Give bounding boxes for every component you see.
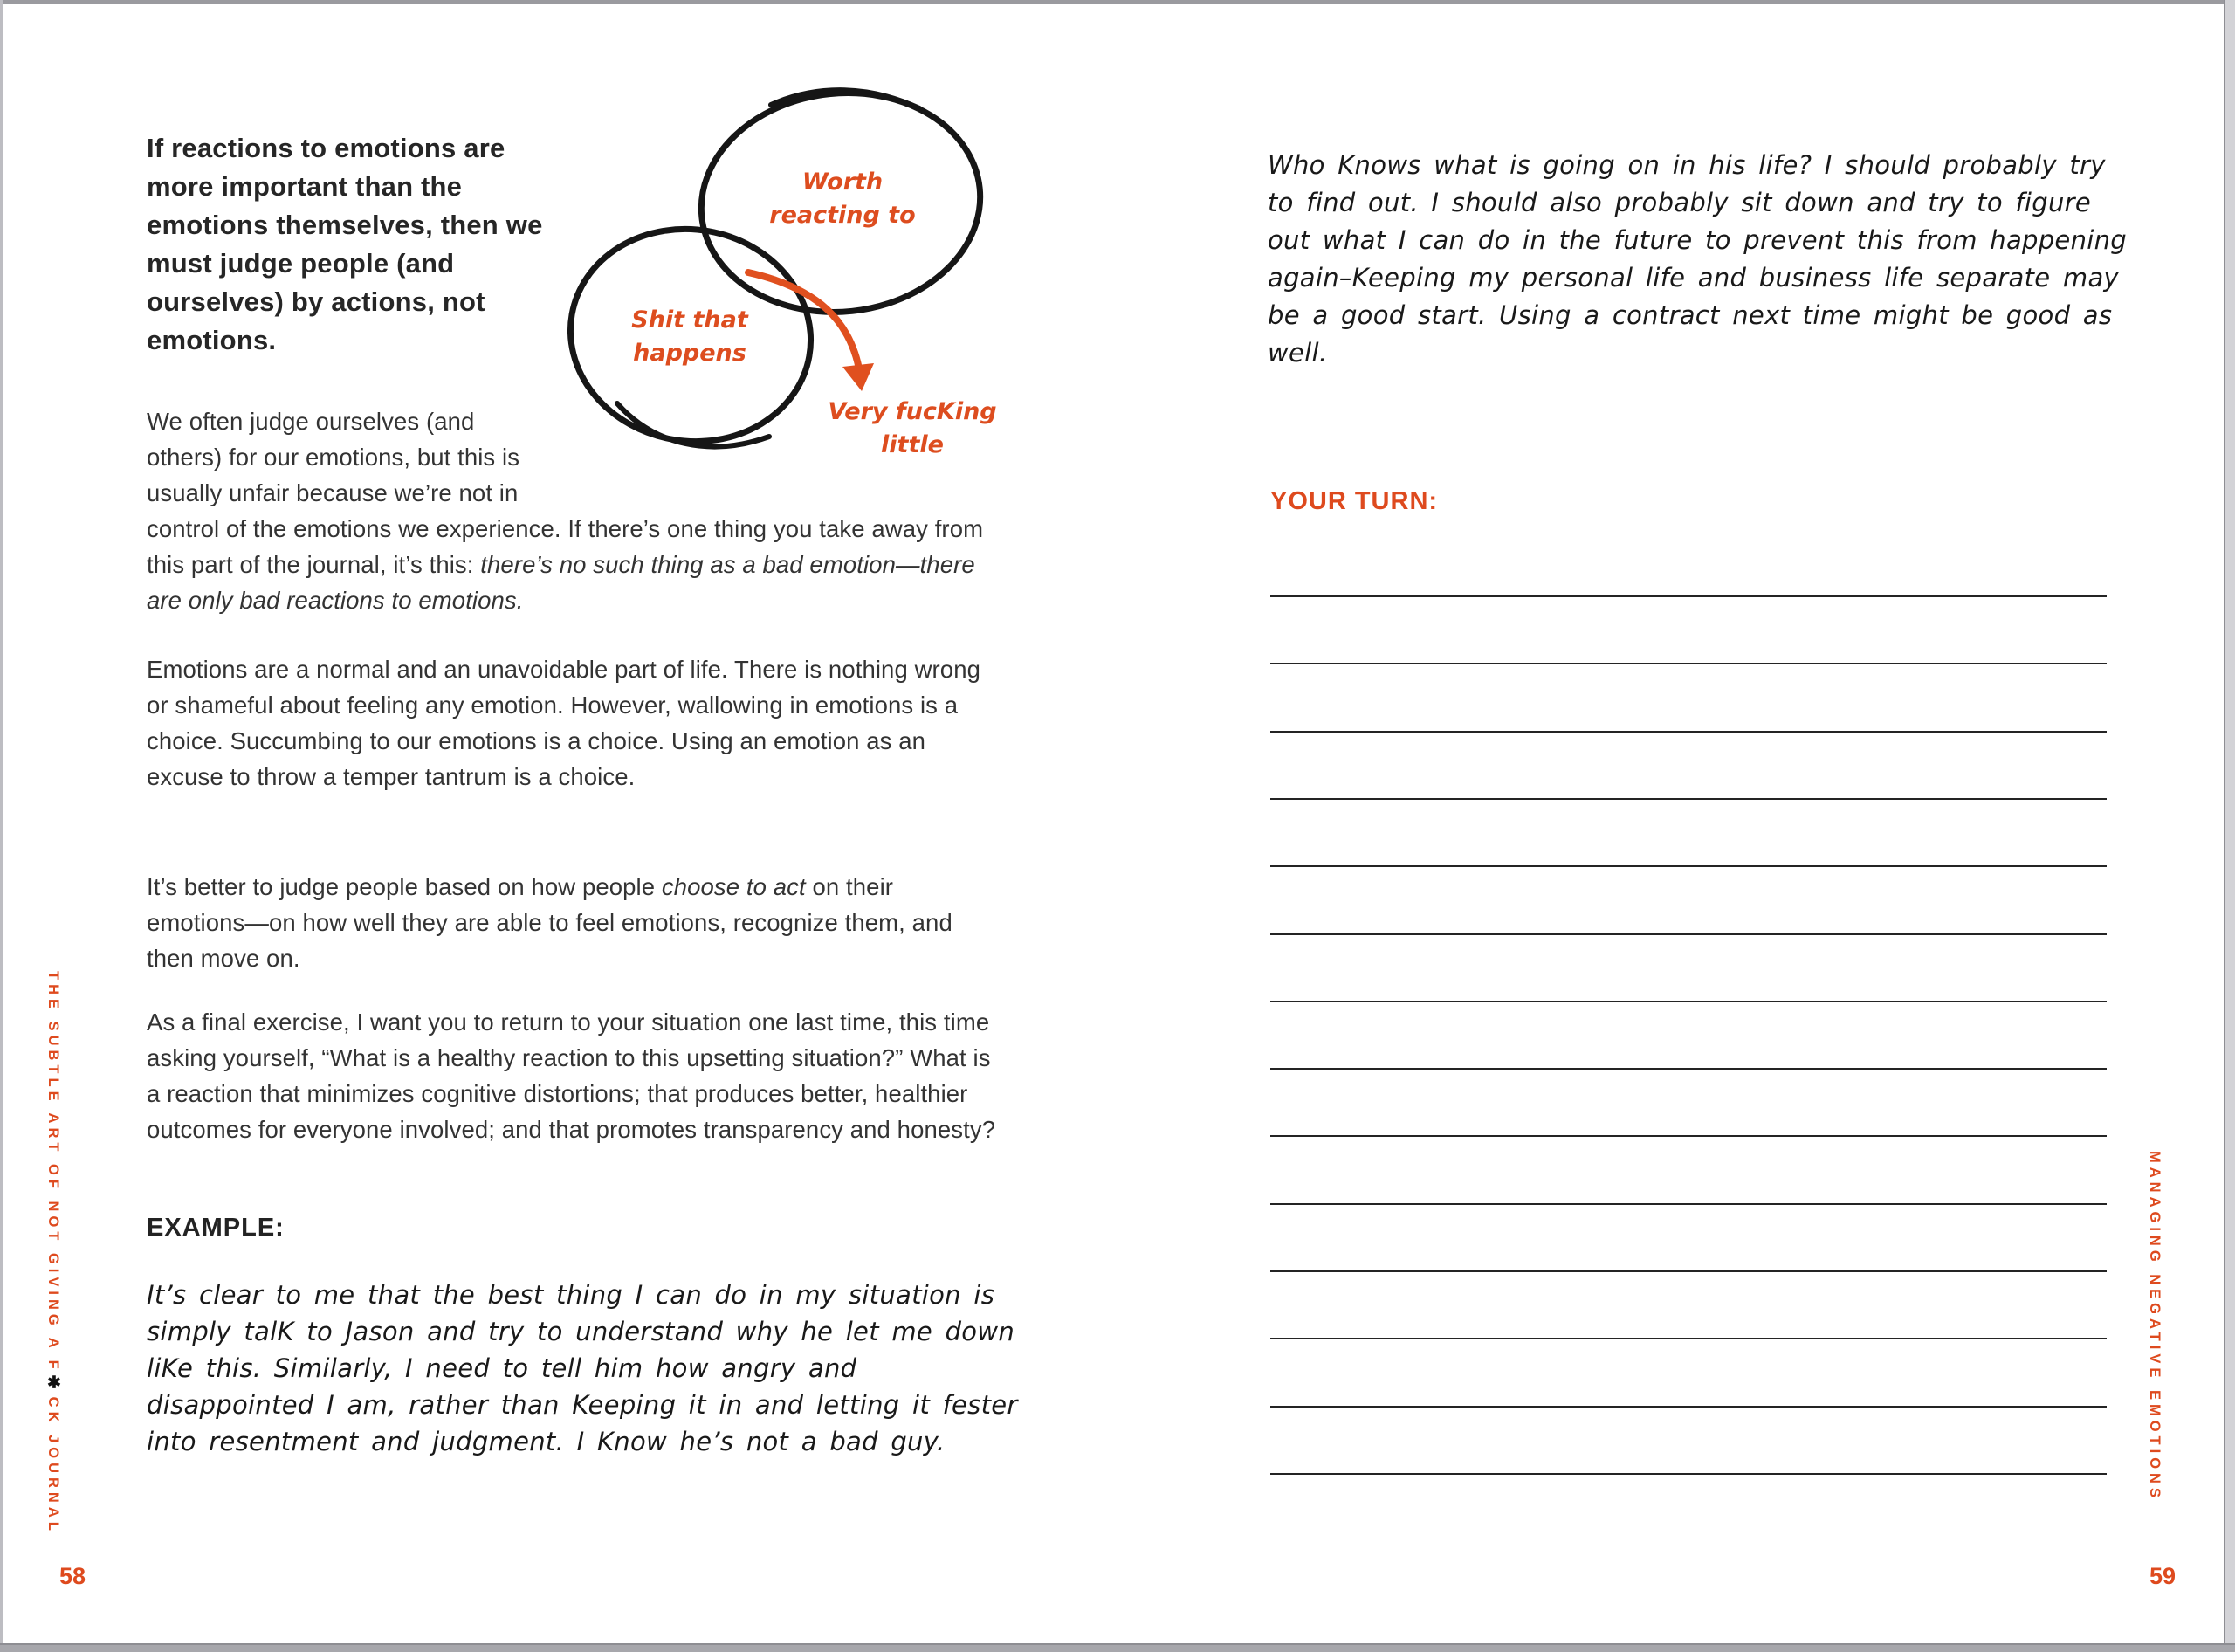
writing-line <box>1270 1473 2107 1475</box>
venn-label-very-little-line2: little <box>881 431 944 458</box>
writing-line <box>1270 1203 2107 1205</box>
your-turn-heading: YOUR TURN: <box>1270 487 1439 515</box>
writing-line <box>1270 865 2107 867</box>
book-title-sidebar <box>44 971 63 1547</box>
writing-line <box>1270 1001 2107 1002</box>
writing-line <box>1270 595 2107 597</box>
page-number-right: 59 <box>2149 1563 2177 1589</box>
paragraph-better-to-judge-italic: choose to act <box>661 873 806 900</box>
scan-edge-left <box>0 0 3 1652</box>
example-heading: EXAMPLE: <box>147 1214 285 1242</box>
paragraph-judge-ourselves-italic: there’s no such thing as a bad emotion—there are only bad reactions to emotions. <box>147 551 975 614</box>
paragraph-final-exercise: As a final exercise, I want you to return to your situation one last time, this time asking yourself, “What is a healthy reaction to this upsetting situation?” What is a reaction that minimizes cognitive distortions; that produces better, healthier outcomes for everyone involved; and that promotes transparency and honesty? <box>147 1008 996 1143</box>
page-number-left: 58 <box>59 1563 86 1589</box>
paragraph-better-to-judge <box>147 869 998 976</box>
venn-label-worth: Worth <box>801 169 884 196</box>
venn-label-happens: happens <box>633 340 746 367</box>
example-handwritten-text: It’s clear to me that the best thing I can do in my situation is simply talK to Jason and try to understand why he let me down liKe this. Similarly, I need to tell him how angry and disappointed I am, rather than Keeping it in and letting it fester into resentment and judgment. I Know he’s not a bad guy. <box>147 1280 1018 1456</box>
paragraph-judge-ourselves <box>147 403 998 618</box>
scan-edge-top <box>0 0 2235 4</box>
paragraph-emotions-normal: Emotions are a normal and an unavoidable part of life. There is nothing wrong or shameful about feeling any emotion. However, wallowing in emotions is a choice. Succumbing to our emotions is a choice. Using an emotion as an excuse to throw a temper tantrum is a choice. <box>147 656 980 790</box>
overlap-arrowhead <box>842 363 874 391</box>
venn-label-shit-that: Shit that <box>631 306 748 334</box>
writing-line <box>1270 731 2107 733</box>
writing-line <box>1270 1135 2107 1137</box>
writing-line <box>1270 1406 2107 1408</box>
writing-line <box>1270 663 2107 664</box>
book-title-part2: CK JOURNAL <box>45 1396 61 1535</box>
ink-splat-asterisk: ✱ <box>45 1373 63 1397</box>
writing-line <box>1270 1068 2107 1070</box>
book-title-part1: THE SUBTLE ART OF NOT GIVING A F <box>45 971 61 1373</box>
diagram-text-wrap-spacer <box>526 403 998 478</box>
writing-line <box>1270 1270 2107 1272</box>
paragraph-judge-ourselves-text: We often judge ourselves (and others) for our emotions, but this is usually unfair because we’re not in control of the emotions we experience. If there’s one thing you take away from this part of the journal, it’s this: <box>147 408 984 578</box>
intro-statement: If reactions to emotions are more important than the emotions themselves, then we must judge people (and ourselves) by actions, not emotions. <box>147 133 543 355</box>
venn-label-reacting-to: reacting to <box>769 202 916 229</box>
paragraph-better-to-judge-b: on their emotions—on how well they are able to feel emotions, recognize them, and then move on. <box>147 873 952 972</box>
paragraph-better-to-judge-a: It’s better to judge people based on how people <box>147 873 662 900</box>
scan-edge-right <box>2224 0 2235 1652</box>
venn-label-very-little-line1: Very fucKing <box>828 398 997 425</box>
writing-line <box>1270 798 2107 800</box>
scan-edge-bottom <box>0 1643 2235 1652</box>
chapter-title-sidebar: MANAGING NEGATIVE EMOTIONS <box>2147 1151 2163 1502</box>
writing-line <box>1270 1338 2107 1339</box>
writing-line <box>1270 933 2107 935</box>
answer-handwritten-text: Who Knows what is going on in his life? I should probably try to find out. I should also probably sit down and try to figure out what I can do in the future to prevent this from happening again–Keeping my personal life and business life separate may be a good start. Using a contract next time might be good as well. <box>1268 150 2127 368</box>
